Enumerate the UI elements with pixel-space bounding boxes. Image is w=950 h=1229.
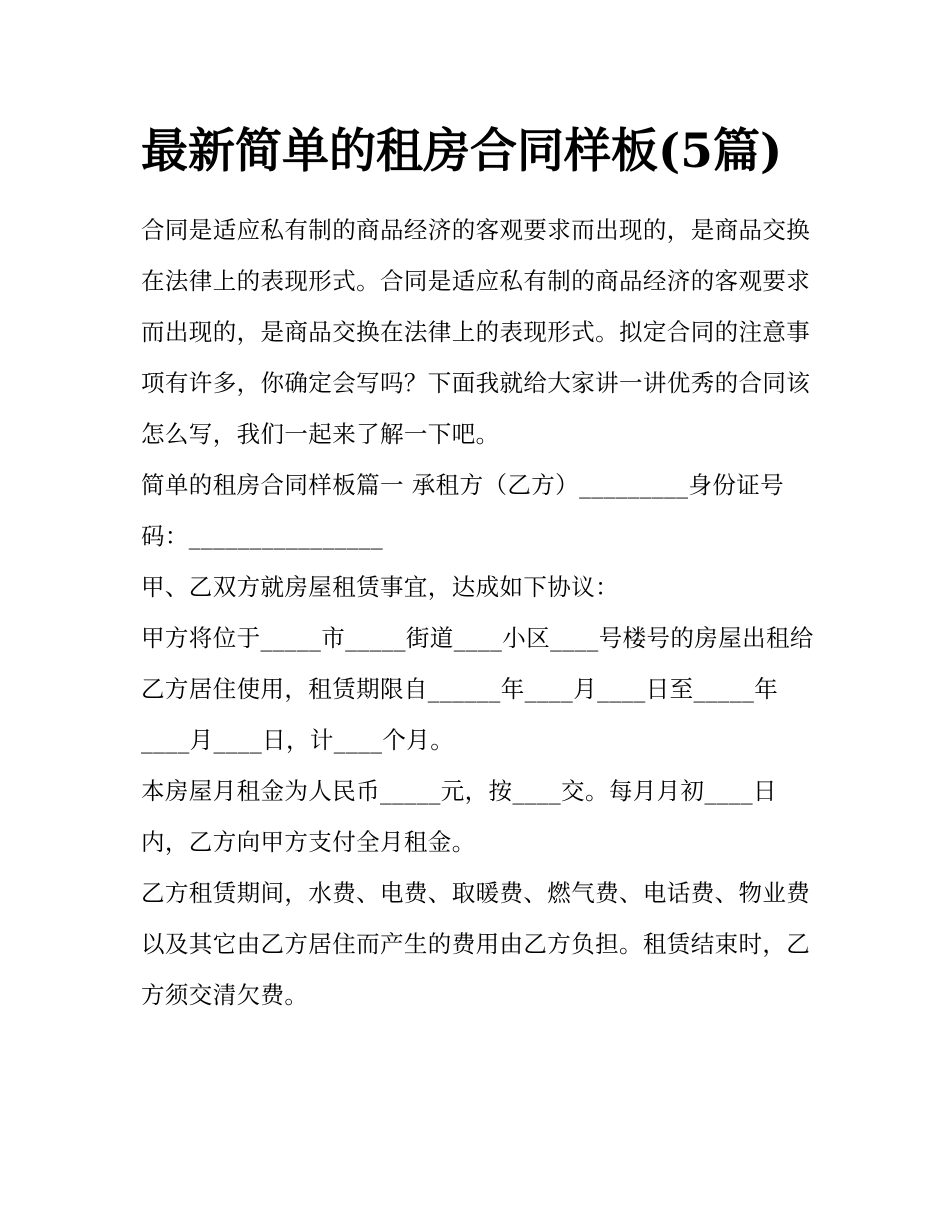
intro-paragraph: 合同是适应私有制的商品经济的客观要求而出现的，是商品交换在法律上的表现形式。合同是适应私有制的商品经济的客观要求而出现的，是商品交换在法律上的表现形式。拟定合同的注意事项有许多，你确定会写吗？下面我就给大家讲一讲优秀的合同该怎么写，我们一起来了解一下吧。 [141,216,811,448]
document-title: 最新简单的租房合同样板(5篇) [141,124,783,179]
agreement-intro-paragraph: 甲、乙双方就房屋租赁事宜，达成如下协议： [141,573,619,601]
rent-paragraph: 本房屋月租金为人民币_____元，按____交。每月月初____日内，乙方向甲方支付全月租金。 [141,777,777,856]
lessee-info-paragraph: 简单的租房合同样板篇一 承租方（乙方）_________身份证号码：________________ [141,471,785,550]
document-body [141,112,816,1021]
property-term-paragraph: 甲方将位于_____市_____街道____小区____号楼号的房屋出租给乙方居住使用，租赁期限自______年____月____日至_____年____月____日，计____个月。 [141,624,814,754]
expenses-paragraph: 乙方租赁期间，水费、电费、取暖费、燃气费、电话费、物业费以及其它由乙方居住而产生的费用由乙方负担。租赁结束时，乙方须交清欠费。 [141,879,811,1009]
